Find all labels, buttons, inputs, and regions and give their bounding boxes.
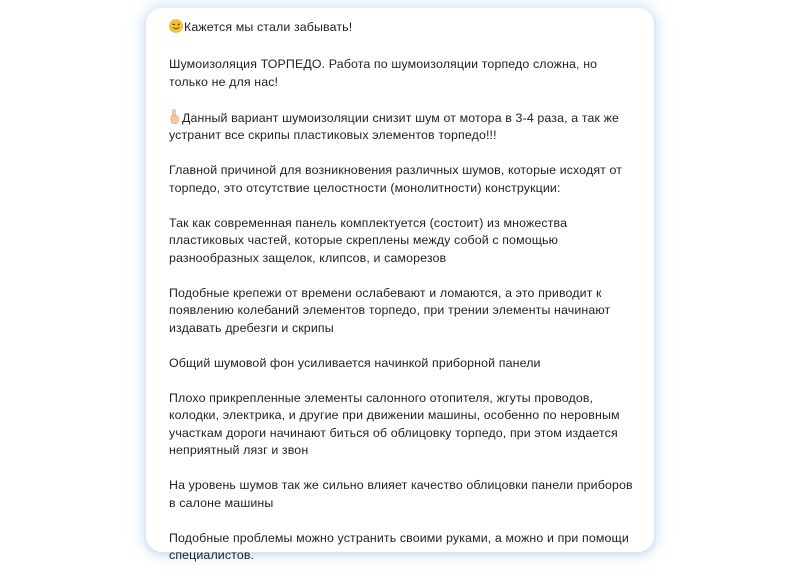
post-paragraph-1 bbox=[169, 19, 636, 39]
post-paragraph-2: Шумоизоляция ТОРПЕДО. Работа по шумоизоляции торпедо сложна, но только не для нас! bbox=[169, 57, 598, 89]
post-paragraph-1-text: Кажется мы стали забывать! bbox=[184, 20, 353, 34]
post-paragraph-4: Главной причиной для возникновения различных шумов, которые исходят от торпедо, это отсутствие целостности (монолитности) конструкции: bbox=[169, 163, 623, 195]
pointing-hand-icon bbox=[170, 109, 179, 124]
post-card bbox=[146, 8, 654, 562]
post-paragraph-7: Общий шумовой фон усиливается начинкой приборной панели bbox=[169, 355, 541, 370]
post-paragraph-5: Так как современная панель комплектуется (состоит) из множества пластиковых частей, которые скреплены между собой с помощью разнообразных защелок, клипсов, и саморезов bbox=[169, 215, 568, 265]
post-paragraph-3 bbox=[169, 109, 636, 145]
post-paragraph-9: На уровень шумов так же сильно влияет качество облицовки панели приборов в салоне машины bbox=[169, 478, 633, 510]
post-paragraph-8: Плохо прикрепленные элементы салонного отопителя, жгуты проводов, колодки, электрика, и другие при движении машины, особенно по неровным участкам дороги начинают биться об облицовку торпедо, при этом издается неприятный лязг и звон bbox=[169, 390, 620, 457]
post-paragraph-3-text: Данный вариант шумоизоляции снизит шум от мотора в 3-4 раза, а так же устранит все скрипы пластиковых элементов торпедо!!! bbox=[169, 110, 620, 142]
post-paragraph-10: Подобные проблемы можно устранить своими руками, а можно и при помощи специалистов. bbox=[169, 530, 629, 562]
wink-face-icon bbox=[169, 19, 183, 39]
post-paragraph-6: Подобные крепежи от времени ослабевают и ломаются, а это приводит к появлению колебаний элементов торпедо, при трении элементы начинают издавать дребезги и скрипы bbox=[169, 285, 611, 335]
